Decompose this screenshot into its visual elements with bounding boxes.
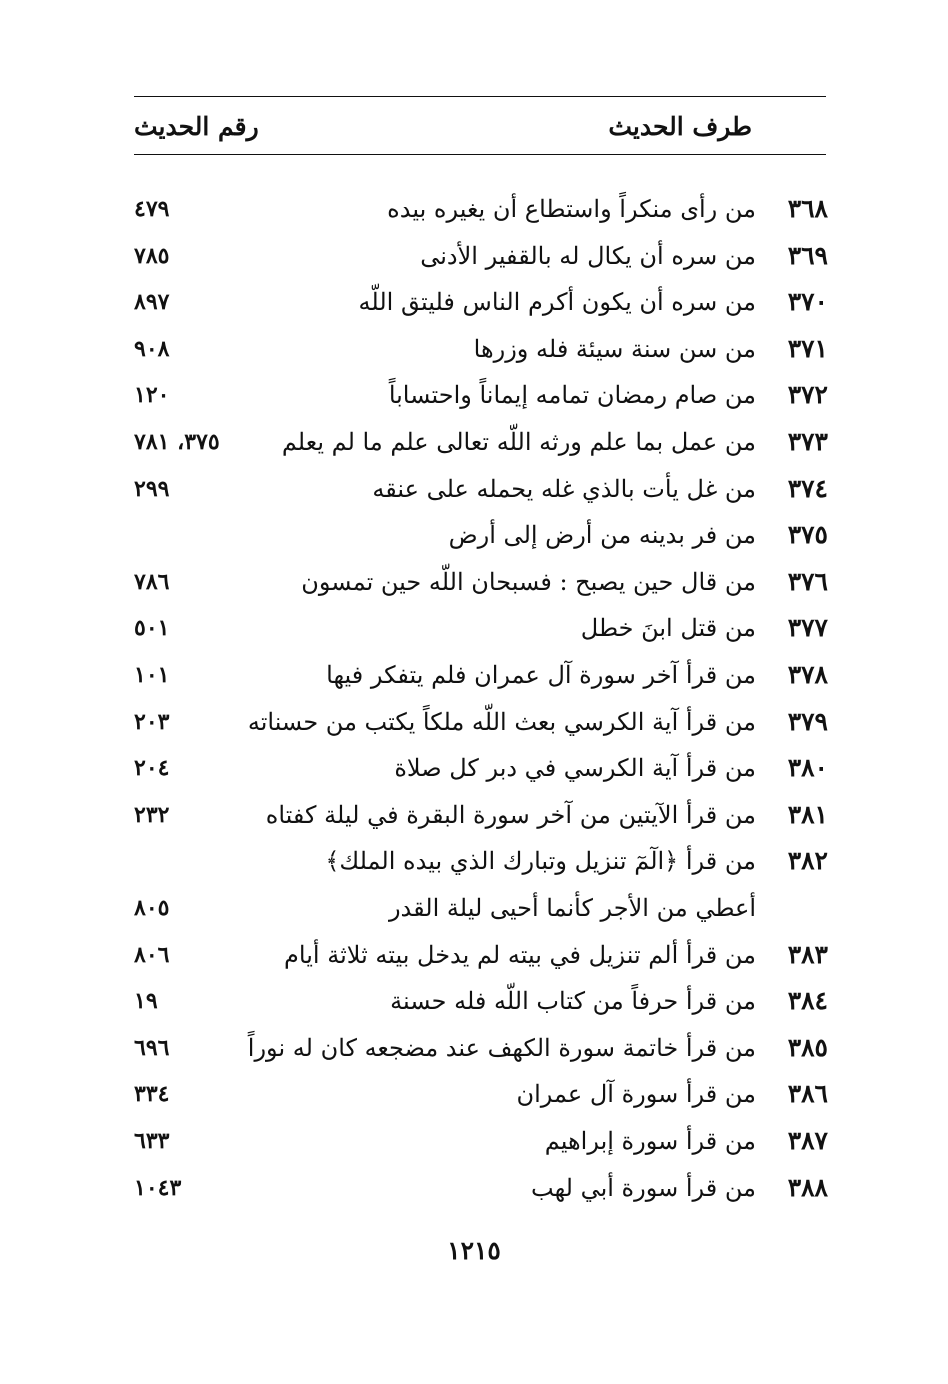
entry-number: ٣٧٠ bbox=[787, 287, 828, 317]
entry-number: ٣٨٨ bbox=[787, 1172, 828, 1202]
hadith-incipit: من قرأ آخر سورة آل عمران فلم يتفكر فيها bbox=[326, 661, 756, 689]
hadith-reference-number: ٣٧٥، ٧٨١ bbox=[134, 429, 220, 455]
hadith-reference-number: ٣٣٤ bbox=[134, 1081, 170, 1108]
hadith-incipit: من قرأ سورة إبراهيم bbox=[544, 1127, 756, 1155]
index-row bbox=[0, 513, 948, 557]
hadith-reference-number: ٦٩٦ bbox=[134, 1034, 170, 1061]
index-row bbox=[0, 933, 948, 977]
index-row bbox=[0, 793, 948, 837]
entry-number: ٣٦٩ bbox=[787, 240, 828, 270]
hadith-incipit: من قرأ حرفاً من كتاب اللّه فله حسنة bbox=[390, 987, 756, 1016]
hadith-incipit: من غل يأت بالذي غله يحمله على عنقه bbox=[372, 474, 756, 503]
entry-number: ٣٧٢ bbox=[787, 380, 828, 410]
hadith-incipit: من فر بدينه من أرض إلى أرض bbox=[448, 521, 756, 550]
entry-number: ٣٨٤ bbox=[787, 986, 828, 1016]
hadith-reference-number: ١٠١ bbox=[134, 662, 170, 688]
entry-number: ٣٨٢ bbox=[787, 846, 828, 876]
hadith-reference-number: ٩٠٨ bbox=[134, 335, 170, 362]
entry-number: ٣٧١ bbox=[787, 333, 828, 363]
entry-number: ٣٨٠ bbox=[787, 753, 828, 783]
page-number: ١٢١٥ bbox=[447, 1236, 501, 1265]
index-row bbox=[0, 560, 948, 604]
hadith-incipit: من رأى منكراً واستطاع أن يغيره بيده bbox=[387, 195, 756, 223]
entry-number: ٣٧٤ bbox=[787, 473, 828, 503]
hadith-incipit: من قرأ ﴿الٓمٓ تنزيل وتبارك الذي بيده الملك﴾ bbox=[325, 847, 756, 876]
hadith-incipit: من قرأ سورة آل عمران bbox=[516, 1080, 756, 1109]
index-row bbox=[0, 839, 948, 883]
entry-number: ٣٦٨ bbox=[787, 194, 828, 223]
entry-number: ٣٧٣ bbox=[787, 427, 828, 456]
hadith-reference-number: ٦٣٣ bbox=[134, 1128, 170, 1154]
entry-number: ٣٧٦ bbox=[787, 566, 828, 596]
entry-number: ٣٧٥ bbox=[787, 520, 828, 550]
entry-number: ٣٨٣ bbox=[787, 939, 828, 969]
index-row bbox=[0, 467, 948, 511]
hadith-incipit: من قرأ سورة أبي لهب bbox=[531, 1173, 756, 1202]
hadith-incipit: من سن سنة سيئة فله وزرها bbox=[473, 334, 756, 363]
hadith-incipit: من قرأ آية الكرسي بعث اللّه ملكاً يكتب من حسناته bbox=[247, 707, 756, 736]
entry-number: ٣٧٧ bbox=[787, 613, 828, 643]
hadith-incipit: من عمل بما علم ورثه اللّه تعالى علم ما لم يعلم bbox=[281, 428, 756, 456]
index-row bbox=[0, 1166, 948, 1210]
entry-number: ٣٨٧ bbox=[787, 1126, 828, 1155]
hadith-incipit: من سره أن يكال له بالقفير الأدنى bbox=[420, 241, 756, 270]
entry-number: ٣٧٨ bbox=[787, 660, 828, 689]
hadith-reference-number: ٥٠١ bbox=[134, 615, 170, 642]
index-row bbox=[0, 280, 948, 324]
header-rule bbox=[134, 154, 826, 155]
entry-number: ٣٨١ bbox=[787, 799, 828, 829]
index-row bbox=[0, 746, 948, 790]
hadith-reference-number: ٨٠٦ bbox=[134, 941, 170, 968]
hadith-reference-number: ٢٠٣ bbox=[134, 708, 170, 735]
hadith-reference-number: ٧٨٦ bbox=[134, 568, 170, 595]
index-row bbox=[0, 420, 948, 464]
hadith-reference-number: ١٩ bbox=[134, 988, 158, 1015]
hadith-incipit: أعطي من الأجر كأنما أحيى ليلة القدر bbox=[388, 894, 756, 922]
column-header-hadith-number: رقم الحديث bbox=[134, 112, 259, 141]
hadith-incipit: من قرأ آية الكرسي في دبر كل صلاة bbox=[394, 754, 756, 783]
index-row bbox=[0, 373, 948, 417]
hadith-reference-number: ٤٧٩ bbox=[134, 196, 170, 222]
index-row bbox=[0, 1026, 948, 1070]
entry-number: ٣٨٥ bbox=[787, 1032, 828, 1062]
index-row bbox=[0, 886, 948, 930]
hadith-reference-number: ١٢٠ bbox=[134, 382, 170, 409]
hadith-incipit: من قرأ ألم تنزيل في بيته لم يدخل بيته ثلاثة أيام bbox=[284, 940, 756, 969]
hadith-incipit: من صام رمضان تمامه إيماناً واحتساباً bbox=[388, 381, 756, 410]
hadith-reference-number: ٢٣٢ bbox=[134, 801, 170, 828]
hadith-reference-number: ٨٩٧ bbox=[134, 289, 170, 316]
hadith-incipit: من قرأ الآيتين من آخر سورة البقرة في ليلة كفتاه bbox=[265, 800, 756, 829]
index-row bbox=[0, 327, 948, 371]
hadith-reference-number: ٢٠٤ bbox=[134, 755, 170, 782]
index-row bbox=[0, 653, 948, 697]
entry-number: ٣٧٩ bbox=[787, 706, 828, 736]
hadith-incipit: من قال حين يصبح : فسبحان اللّه حين تمسون bbox=[301, 567, 756, 596]
hadith-reference-number: ٢٩٩ bbox=[134, 475, 170, 502]
index-row bbox=[0, 700, 948, 744]
index-row bbox=[0, 1072, 948, 1116]
hadith-reference-number: ٧٨٥ bbox=[134, 242, 170, 269]
hadith-reference-number: ٨٠٥ bbox=[134, 895, 170, 921]
column-header-hadith-text: طرف الحديث bbox=[608, 112, 752, 141]
hadith-incipit: من سره أن يكون أكرم الناس فليتق اللّه bbox=[358, 288, 756, 317]
index-row bbox=[0, 187, 948, 231]
index-row bbox=[0, 234, 948, 278]
index-row bbox=[0, 979, 948, 1023]
hadith-incipit: من قرأ خاتمة سورة الكهف عند مضجعه كان له نوراً bbox=[247, 1033, 756, 1062]
top-rule bbox=[134, 96, 826, 97]
index-row bbox=[0, 606, 948, 650]
hadith-reference-number: ١٠٤٣ bbox=[134, 1174, 182, 1201]
index-row bbox=[0, 1119, 948, 1163]
entry-number: ٣٨٦ bbox=[787, 1079, 828, 1109]
hadith-incipit: من قتل ابنَ خطل bbox=[580, 614, 756, 643]
